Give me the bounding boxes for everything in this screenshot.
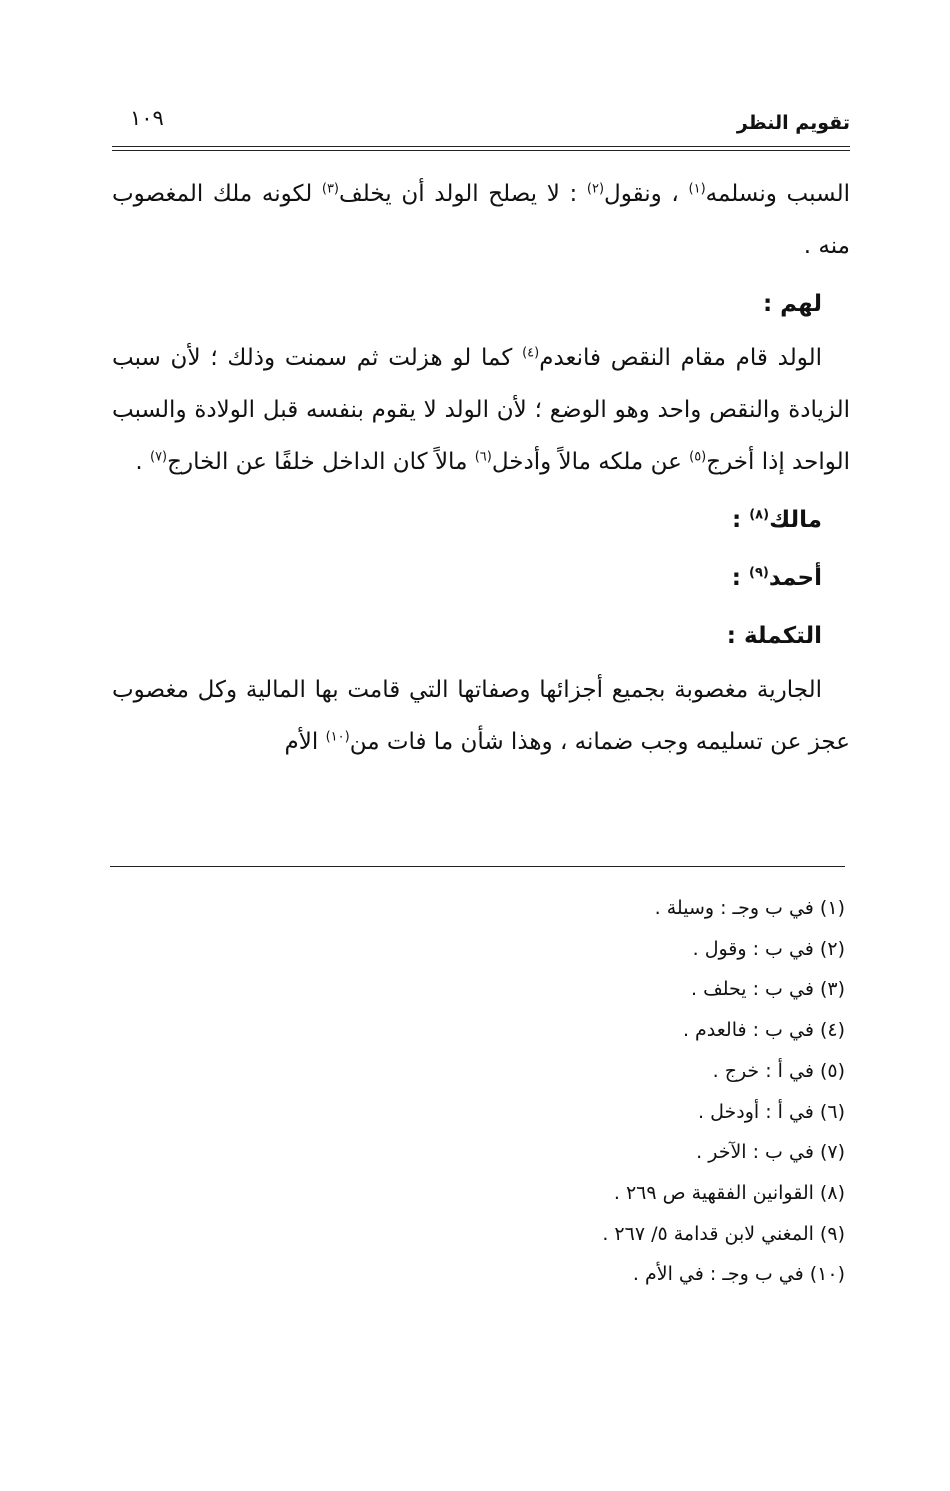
text-run: كما لو هزلت ثم سمنت وذلك ؛ لأن سبب الزيادة والنقص واحد وهو الوضع ؛ لأن الولد لا يقوم بنفسه قبل الولادة والسبب الواحد إذا أخرج — [112, 345, 850, 475]
text-run: ، ونقول — [604, 181, 689, 207]
text-run: الولد قام مقام النقص فانعدم — [539, 345, 823, 371]
footnote-ref: (٥) — [689, 449, 707, 465]
footnote-ref: (١) — [688, 181, 706, 197]
text-run: السبب ونسلمه — [705, 181, 850, 207]
footnote-ref: (١٠) — [325, 729, 350, 745]
footnote-item: (٩) المغني لابن قدامة ٥/ ٢٦٧ . — [602, 1222, 845, 1245]
heading-text: مالك — [769, 507, 822, 533]
footnote-ref: (٤) — [522, 345, 540, 361]
heading-lahum: لهم : — [762, 291, 822, 317]
footnote-item: (١٠) في ب وجـ : في الأم . — [632, 1263, 845, 1286]
header-rule — [112, 146, 850, 151]
paragraph-1 — [112, 168, 850, 272]
footnote-ref: (٩) — [748, 565, 769, 581]
footnote-ref: (٧) — [149, 449, 168, 465]
footnote-item: (٨) القوانين الفقهية ص ٢٦٩ . — [613, 1181, 845, 1204]
text-run: : لا يصلح الولد أن يخلف — [339, 181, 587, 207]
footnote-item: (٢) في ب : وقول . — [692, 937, 845, 960]
footnote-item: (٦) في أ : أودخل . — [698, 1100, 845, 1123]
main-text — [112, 168, 850, 768]
footnote-rule — [110, 866, 845, 867]
heading-colon: : — [731, 565, 749, 591]
text-run: الأم — [284, 729, 326, 755]
page-number: ١٠٩ — [130, 106, 164, 130]
heading-colon: : — [732, 507, 750, 533]
text-run: مالاً كان الداخل خلفًا عن الخارج — [167, 449, 475, 475]
footnote-ref: (٣) — [321, 181, 339, 197]
footnote-ref: (٦) — [474, 449, 492, 465]
footnote-ref: (٢) — [586, 181, 605, 197]
text-run: الجارية مغصوبة بجميع أجزائها وصفاتها التي قامت بها المالية وكل مغصوب عجز عن تسليمه وجب ضمانه ، وهذا شأن ما فات من — [112, 677, 850, 755]
footnote-item: (٤) في ب : فالعدم . — [682, 1019, 845, 1042]
footnote-ref: (٨) — [749, 507, 770, 523]
text-run: . — [135, 449, 150, 475]
heading-takmila: التكملة : — [726, 623, 822, 649]
heading-malik — [112, 494, 850, 546]
footnote-item: (٥) في أ : خرج . — [712, 1059, 845, 1082]
footnote-item: (٣) في ب : يحلف . — [690, 978, 845, 1001]
running-title: تقويم النظر — [736, 112, 850, 134]
heading-text: أحمد — [768, 565, 822, 591]
text-run: عن ملكه مالاً وأدخل — [491, 449, 690, 475]
footnote-item: (٧) في ب : الآخر . — [696, 1141, 845, 1164]
footnotes — [245, 888, 845, 1295]
text-run: لكونه ملك المغصوب منه . — [112, 181, 850, 259]
footnote-item: (١) في ب وجـ : وسيلة . — [654, 897, 845, 919]
paragraph-2 — [112, 332, 850, 488]
paragraph-3 — [112, 664, 850, 768]
heading-ahmad — [112, 552, 850, 604]
page-header — [112, 104, 850, 144]
